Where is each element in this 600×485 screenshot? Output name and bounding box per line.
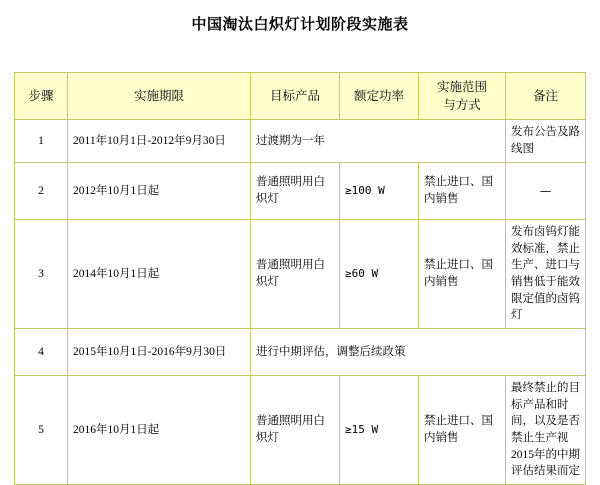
column-header-power: 额定功率 [340,73,419,120]
column-header-scope [419,73,506,120]
cell-product: 普通照明用白炽灯 [251,376,340,485]
table-row [15,120,586,163]
table-body [15,120,586,485]
table-row [15,329,586,376]
implementation-table-container [14,72,586,485]
table-header [15,73,586,120]
cell-merged-note: 进行中期评估，调整后续政策 [251,329,586,376]
cell-step: 3 [15,220,68,329]
cell-product: 普通照明用白炽灯 [251,163,340,220]
cell-step: 5 [15,376,68,485]
cell-step: 4 [15,329,68,376]
cell-scope: 禁止进口、国内销售 [419,220,506,329]
cell-scope: 禁止进口、国内销售 [419,163,506,220]
column-header-remark: 备注 [506,73,586,120]
table-row [15,376,586,485]
table-row [15,163,586,220]
cell-product: 普通照明用白炽灯 [251,220,340,329]
column-header-step: 步骤 [15,73,68,120]
cell-power: ≥60 W [340,220,419,329]
cell-period: 2012年10月1日起 [68,163,251,220]
cell-period: 2014年10月1日起 [68,220,251,329]
cell-scope: 禁止进口、国内销售 [419,376,506,485]
cell-merged-note: 过渡期为一年 [251,120,506,163]
implementation-table [14,72,586,485]
cell-remark: 最终禁止的目标产品和时间，以及是否禁止生产视2015年的中期评估结果而定 [506,376,586,485]
column-header-scope-line1: 实施范围 [436,79,487,94]
cell-power: ≥15 W [340,376,419,485]
cell-step: 2 [15,163,68,220]
cell-step: 1 [15,120,68,163]
page-title: 中国淘汰白炽灯计划阶段实施表 [191,17,409,33]
column-header-product: 目标产品 [251,73,340,120]
cell-remark: — [506,163,586,220]
cell-period: 2016年10月1日起 [68,376,251,485]
cell-power: ≥100 W [340,163,419,220]
table-row [15,220,586,329]
table-header-row [15,73,586,120]
cell-period: 2011年10月1日-2012年9月30日 [68,120,251,163]
cell-period: 2015年10月1日-2016年9月30日 [68,329,251,376]
column-header-period: 实施期限 [68,73,251,120]
column-header-scope-line2: 与方式 [443,98,481,112]
cell-remark: 发布公告及路线图 [506,120,586,163]
cell-remark: 发布卤钨灯能效标准，禁止生产、进口与销售低于能效限定值的卤钨灯 [506,220,586,329]
